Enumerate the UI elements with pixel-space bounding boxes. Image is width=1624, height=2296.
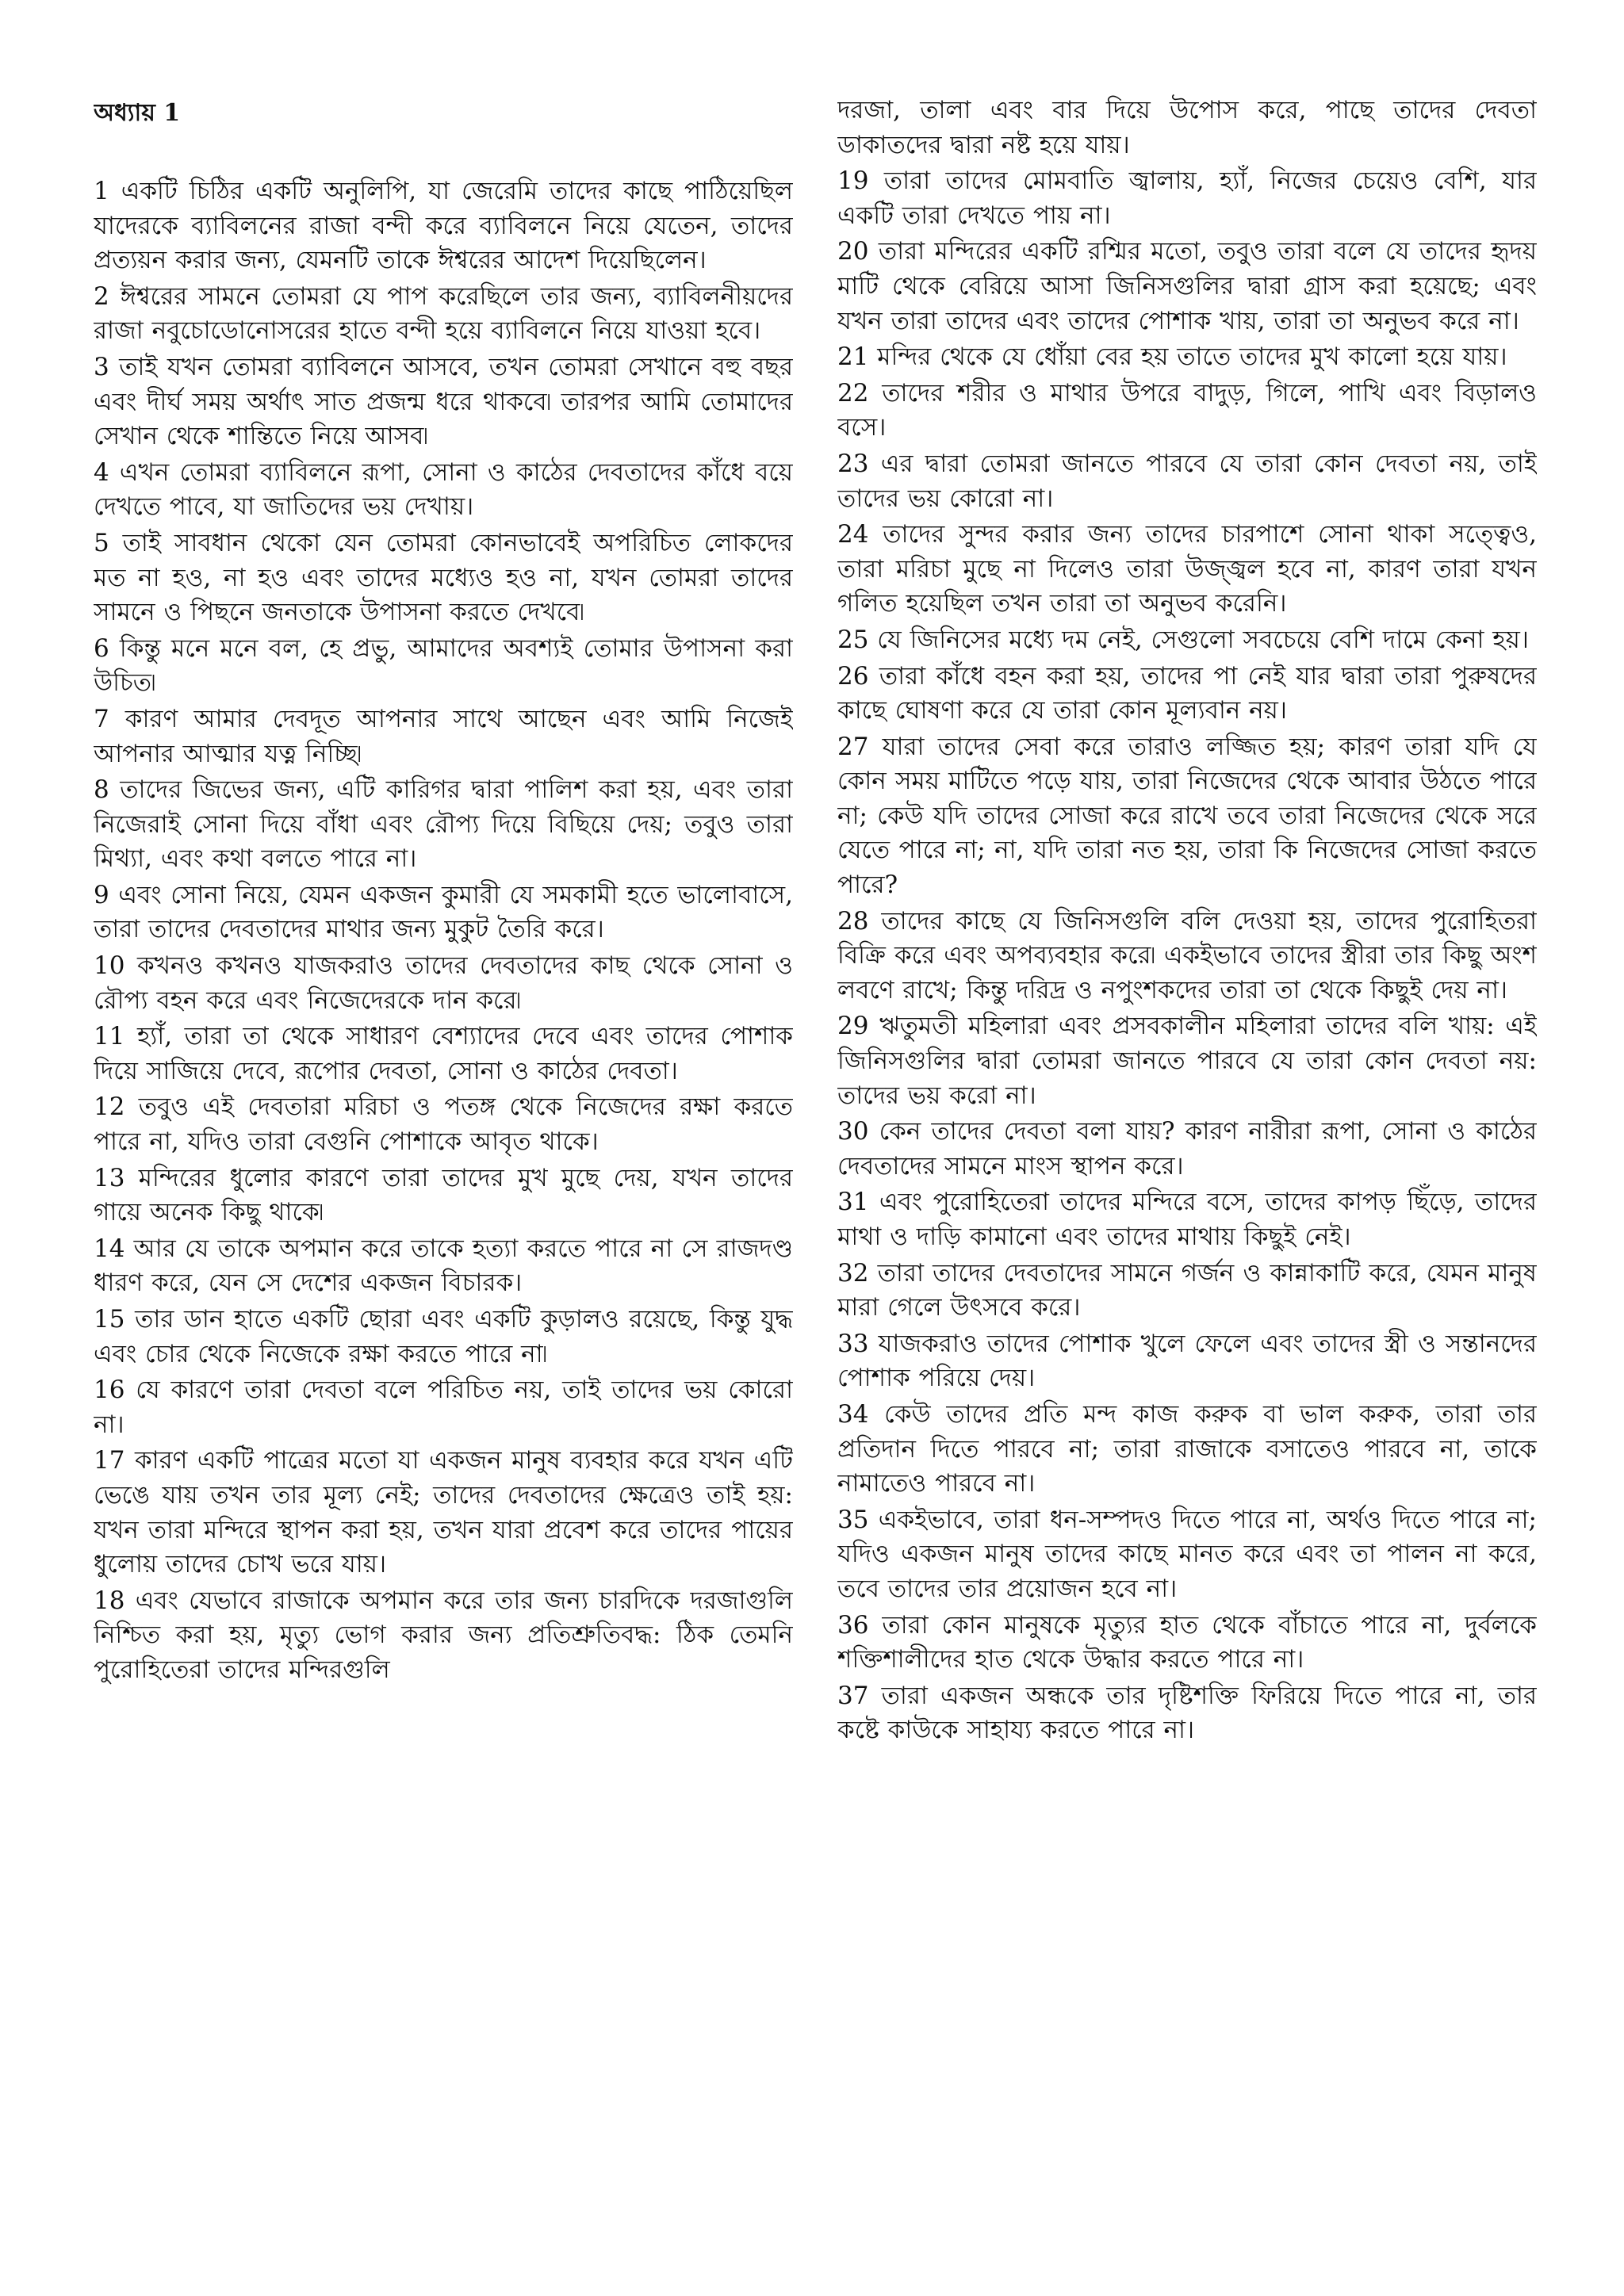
verse: 21 মন্দির থেকে যে ধোঁয়া বের হয় তাতে তাদের মুখ কালো হয়ে যায়। bbox=[837, 342, 1507, 372]
verse: 10 কখনও কখনও যাজকরাও তাদের দেবতাদের কাছ থেকে সোনা ও রৌপ্য বহন করে এবং নিজেদেরকে দান করে৷ bbox=[94, 951, 793, 1015]
verse: 32 তারা তাদের দেবতাদের সামনে গর্জন ও কান্নাকাটি করে, যেমন মানুষ মারা গেলে উৎসবে করে। bbox=[837, 1258, 1537, 1322]
verse: দরজা, তালা এবং বার দিয়ে উপোস করে, পাছে তাদের দেবতা ডাকাতদের দ্বারা নষ্ট হয়ে যায়। bbox=[837, 96, 1537, 159]
verse: 6 কিন্তু মনে মনে বল, হে প্রভু, আমাদের অবশ্যই তোমার উপাসনা করা উচিত৷ bbox=[94, 633, 793, 698]
verse: 4 এখন তোমরা ব্যাবিলনে রূপা, সোনা ও কাঠের দেবতাদের কাঁধে বয়ে দেখতে পাবে, যা জাতিদের ভয় দেখায়। bbox=[94, 457, 793, 522]
chapter-heading: অধ্যায় 1 bbox=[94, 99, 181, 127]
verse: 14 আর যে তাকে অপমান করে তাকে হত্যা করতে পারে না সে রাজদণ্ড ধারণ করে, যেন সে দেশের একজন বিচারক। bbox=[94, 1234, 793, 1298]
verse: 20 তারা মন্দিরের একটি রশ্মির মতো, তবুও তারা বলে যে তাদের হৃদয় মাটি থেকে বেরিয়ে আসা জিনিসগুলির দ্বারা গ্রাস করা হয়েছে; এবং যখন তারা তাদের এবং তাদের পোশাক খায়, তারা তা অনুভব করে না। bbox=[837, 237, 1537, 335]
verse: 34 কেউ তাদের প্রতি মন্দ কাজ করুক বা ভাল করুক, তারা তার প্রতিদান দিতে পারবে না; তারা রাজাকে বসাতেও পারবে না, তাকে নামাতেও পারবে না। bbox=[837, 1399, 1537, 1498]
verse: 9 এবং সোনা নিয়ে, যেমন একজন কুমারী যে সমকামী হতে ভালোবাসে, তারা তাদের দেবতাদের মাথার জন্য মুকুট তৈরি করে। bbox=[94, 880, 793, 944]
verse: 3 তাই যখন তোমরা ব্যাবিলনে আসবে, তখন তোমরা সেখানে বহু বছর এবং দীর্ঘ সময় অর্থাৎ সাত প্রজন্ম ধরে থাকবে৷ তারপর আমি তোমাদের সেখান থেকে শান্তিতে নিয়ে আসব৷ bbox=[94, 352, 793, 451]
verse: 11 হ্যাঁ, তারা তা থেকে সাধারণ বেশ্যাদের দেবে এবং তাদের পোশাক দিয়ে সাজিয়ে দেবে, রূপোর দেবতা, সোনা ও কাঠের দেবতা। bbox=[94, 1022, 793, 1085]
verse: 29 ঋতুমতী মহিলারা এবং প্রসবকালীন মহিলারা তাদের বলি খায়: এই জিনিসগুলির দ্বারা তোমরা জানতে পারবে যে তারা কোন দেবতা নয়: তাদের ভয় করো না। bbox=[837, 1012, 1537, 1110]
verse: 13 মন্দিরের ধুলোর কারণে তারা তাদের মুখ মুছে দেয়, যখন তাদের গায়ে অনেক কিছু থাকে৷ bbox=[94, 1163, 793, 1227]
verse: 28 তাদের কাছে যে জিনিসগুলি বলি দেওয়া হয়, তাদের পুরোহিতরা বিক্রি করে এবং অপব্যবহার করে৷ একইভাবে তাদের স্ত্রীরা তার কিছু অংশ লবণে রাখে; কিন্তু দরিদ্র ও নপুংশকদের তারা তা থেকে কিছুই দেয় না। bbox=[837, 906, 1537, 1004]
verse: 35 একইভাবে, তারা ধন-সম্পদও দিতে পারে না, অর্থও দিতে পারে না; যদিও একজন মানুষ তাদের কাছে মানত করে এবং তা পালন না করে, তবে তাদের তার প্রয়োজন হবে না। bbox=[837, 1505, 1537, 1603]
verse: 17 কারণ একটি পাত্রের মতো যা একজন মানুষ ব্যবহার করে যখন এটি ভেঙে যায় তখন তার মূল্য নেই; তাদের দেবতাদের ক্ষেত্রেও তাই হয়: যখন তারা মন্দিরে স্থাপন করা হয়, তখন যারা প্রবেশ করে তাদের পায়ের ধুলোয় তাদের চোখ ভরে যায়। bbox=[94, 1446, 793, 1579]
verse: 19 তারা তাদের মোমবাতি জ্বালায়, হ্যাঁ, নিজের চেয়েও বেশি, যার একটি তারা দেখতে পায় না। bbox=[837, 166, 1537, 230]
verse: 36 তারা কোন মানুষকে মৃত্যুর হাত থেকে বাঁচাতে পারে না, দুর্বলকে শক্তিশালীদের হাত থেকে উদ্ধার করতে পারে না। bbox=[837, 1610, 1537, 1674]
verse: 2 ঈশ্বরের সামনে তোমরা যে পাপ করেছিলে তার জন্য, ব্যাবিলনীয়দের রাজা নবুচোডোনোসরের হাতে বন্দী হয়ে ব্যাবিলনে নিয়ে যাওয়া হবে। bbox=[94, 281, 793, 346]
verse: 23 এর দ্বারা তোমরা জানতে পারবে যে তারা কোন দেবতা নয়, তাই তাদের ভয় কোরো না। bbox=[837, 449, 1537, 513]
verse: 31 এবং পুরোহিতেরা তাদের মন্দিরে বসে, তাদের কাপড় ছিঁড়ে, তাদের মাথা ও দাড়ি কামানো এবং তাদের মাথায় কিছুই নেই। bbox=[837, 1188, 1537, 1251]
verse: 5 তাই সাবধান থেকো যেন তোমরা কোনভাবেই অপরিচিত লোকদের মত না হও, না হও এবং তাদের মধ্যেও হও না, যখন তোমরা তাদের সামনে ও পিছনে জনতাকে উপাসনা করতে দেখবে৷ bbox=[94, 528, 793, 627]
verse: 37 তারা একজন অন্ধকে তার দৃষ্টিশক্তি ফিরিয়ে দিতে পারে না, তার কষ্টে কাউকে সাহায্য করতে পারে না। bbox=[837, 1681, 1537, 1745]
document-page bbox=[94, 94, 1537, 2234]
right-column bbox=[837, 94, 1537, 2234]
verse: 25 যে জিনিসের মধ্যে দম নেই, সেগুলো সবচেয়ে বেশি দামে কেনা হয়। bbox=[837, 625, 1529, 654]
verse: 33 যাজকরাও তাদের পোশাক খুলে ফেলে এবং তাদের স্ত্রী ও সন্তানদের পোশাক পরিয়ে দেয়। bbox=[837, 1329, 1537, 1393]
verse: 26 তারা কাঁধে বহন করা হয়, তাদের পা নেই যার দ্বারা তারা পুরুষদের কাছে ঘোষণা করে যে তারা কোন মূল্যবান নয়। bbox=[837, 661, 1537, 725]
verse: 22 তাদের শরীর ও মাথার উপরে বাদুড়, গিলে, পাখি এবং বিড়ালও বসে। bbox=[837, 378, 1537, 442]
verse: 16 যে কারণে তারা দেবতা বলে পরিচিত নয়, তাই তাদের ভয় কোরো না। bbox=[94, 1376, 793, 1439]
verse: 12 তবুও এই দেবতারা মরিচা ও পতঙ্গ থেকে নিজেদের রক্ষা করতে পারে না, যদিও তারা বেগুনি পোশাকে আবৃত থাকে। bbox=[94, 1093, 793, 1157]
verse: 7 কারণ আমার দেবদূত আপনার সাথে আছেন এবং আমি নিজেই আপনার আত্মার যত্ন নিচ্ছি৷ bbox=[94, 704, 793, 768]
verse: 1 একটি চিঠির একটি অনুলিপি, যা জেরেমি তাদের কাছে পাঠিয়েছিল যাদেরকে ব্যাবিলনের রাজা বন্দী করে ব্যাবিলনে নিয়ে যেতেন, তাদের প্রত্যয়ন করার জন্য, যেমনটি তাকে ঈশ্বরের আদেশ দিয়েছিলেন। bbox=[94, 177, 793, 275]
verse: 15 তার ডান হাতে একটি ছোরা এবং একটি কুড়ালও রয়েছে, কিন্তু যুদ্ধ এবং চোর থেকে নিজেকে রক্ষা করতে পারে না৷ bbox=[94, 1305, 793, 1368]
verse: 18 এবং যেভাবে রাজাকে অপমান করে তার জন্য চারদিকে দরজাগুলি নিশ্চিত করা হয়, মৃত্যু ভোগ করার জন্য প্রতিশ্রুতিবদ্ধ: ঠিক তেমনি পুরোহিতেরা তাদের মন্দিরগুলি bbox=[94, 1586, 793, 1684]
verse: 8 তাদের জিভের জন্য, এটি কারিগর দ্বারা পালিশ করা হয়, এবং তারা নিজেরাই সোনা দিয়ে বাঁধা এবং রৌপ্য দিয়ে বিছিয়ে দেয়; তবুও তারা মিথ্যা, এবং কথা বলতে পারে না। bbox=[94, 775, 793, 874]
left-column bbox=[94, 94, 793, 2234]
verse: 30 কেন তাদের দেবতা বলা যায়? কারণ নারীরা রূপা, সোনা ও কাঠের দেবতাদের সামনে মাংস স্থাপন করে। bbox=[837, 1117, 1537, 1181]
verse: 24 তাদের সুন্দর করার জন্য তাদের চারপাশে সোনা থাকা সত্ত্বেও, তারা মরিচা মুছে না দিলেও তারা উজ্জ্বল হবে না, কারণ তারা যখন গলিত হয়েছিল তখন তারা তা অনুভব করেনি। bbox=[837, 520, 1537, 618]
verse: 27 যারা তাদের সেবা করে তারাও লজ্জিত হয়; কারণ তারা যদি যে কোন সময় মাটিতে পড়ে যায়, তারা নিজেদের থেকে আবার উঠতে পারে না; কেউ যদি তাদের সোজা করে রাখে তবে তারা নিজেদের থেকে সরে যেতে পারে না; না, যদি তারা নত হয়, তারা কি নিজেদের সোজা করতে পারে? bbox=[837, 732, 1537, 900]
